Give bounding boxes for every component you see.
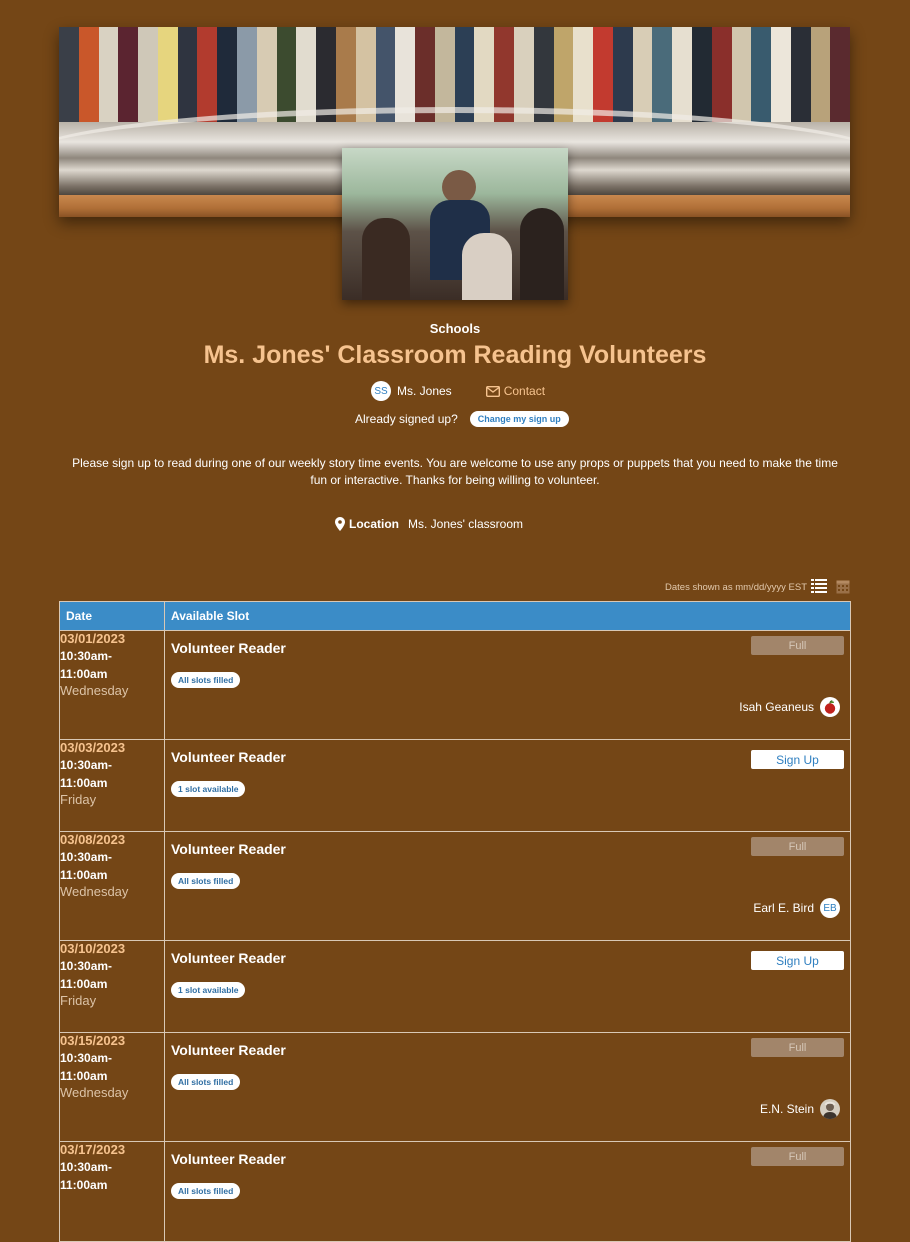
volunteer	[739, 697, 840, 717]
slot-time-end: 11:00am	[60, 776, 108, 790]
classroom-photo	[342, 148, 568, 300]
volunteer-name: Earl E. Bird	[753, 901, 814, 915]
slot-time-end: 11:00am	[60, 1178, 108, 1192]
slot-cell	[165, 1033, 851, 1142]
map-pin-icon	[335, 517, 345, 531]
slot-title: Volunteer Reader	[171, 1042, 286, 1058]
full-button[interactable]: Full	[751, 1038, 844, 1057]
slot-cell	[165, 1142, 851, 1242]
contact-label: Contact	[503, 384, 546, 398]
date-cell	[60, 1033, 165, 1142]
slot-weekday: Friday	[60, 792, 97, 807]
full-button[interactable]: Full	[751, 636, 844, 655]
slot-weekday: Friday	[60, 993, 97, 1008]
slot-availability-badge: 1 slot available	[171, 781, 245, 797]
slot-availability-badge: All slots filled	[171, 1183, 240, 1199]
volunteer	[760, 1099, 840, 1119]
slot-weekday: Wednesday	[60, 683, 129, 698]
table-row	[60, 832, 851, 941]
location-label: Location	[349, 517, 399, 531]
date-cell	[60, 1142, 165, 1242]
slot-time-start: 10:30am-	[60, 649, 113, 663]
dates-note: Dates shown as mm/dd/yyyy EST	[665, 582, 808, 593]
table-row	[60, 1033, 851, 1142]
volunteer	[753, 898, 840, 918]
change-signup-button[interactable]: Change my sign up	[470, 411, 569, 427]
owner-avatar: SS	[371, 381, 391, 401]
volunteer-name: Isah Geaneus	[739, 700, 814, 714]
slot-availability-badge: All slots filled	[171, 1074, 240, 1090]
list-view-icon[interactable]	[811, 579, 827, 594]
view-toggle	[811, 579, 850, 594]
slot-time-end: 11:00am	[60, 868, 108, 882]
slot-date: 03/15/2023	[60, 1033, 126, 1048]
slot-cell	[165, 740, 851, 832]
envelope-icon	[486, 386, 500, 397]
slot-cell	[165, 631, 851, 740]
slot-availability-badge: All slots filled	[171, 873, 240, 889]
slot-time-start: 10:30am-	[60, 1160, 113, 1174]
slot-weekday: Wednesday	[60, 1085, 129, 1100]
date-cell	[60, 631, 165, 740]
slot-time-end: 11:00am	[60, 977, 108, 991]
slot-title: Volunteer Reader	[171, 640, 286, 656]
slot-date: 03/01/2023	[60, 631, 126, 646]
table-header-row	[60, 602, 851, 631]
slot-time-end: 11:00am	[60, 1069, 108, 1083]
portrait-photo-icon	[820, 1099, 840, 1119]
slot-cell	[165, 941, 851, 1033]
location-value: Ms. Jones' classroom	[408, 517, 523, 531]
slot-title: Volunteer Reader	[171, 950, 286, 966]
already-signed-up-text: Already signed up?	[355, 412, 458, 426]
volunteer-name: E.N. Stein	[759, 1102, 814, 1116]
full-button[interactable]: Full	[751, 837, 844, 856]
slot-column-header: Available Slot	[165, 602, 851, 631]
slot-date: 03/08/2023	[60, 832, 126, 847]
sign-up-button[interactable]: Sign Up	[751, 951, 844, 970]
slot-time-start: 10:30am-	[60, 850, 113, 864]
table-row	[60, 740, 851, 832]
slot-date: 03/03/2023	[60, 740, 126, 755]
sign-up-button[interactable]: Sign Up	[751, 750, 844, 769]
volunteer-avatar: EB	[820, 898, 840, 918]
date-cell	[60, 941, 165, 1033]
slot-cell	[165, 832, 851, 941]
slot-time-start: 10:30am-	[60, 758, 113, 772]
slot-title: Volunteer Reader	[171, 841, 286, 857]
calendar-view-icon[interactable]	[836, 579, 850, 594]
page-title: Ms. Jones' Classroom Reading Volunteers	[203, 341, 707, 369]
table-row	[60, 631, 851, 740]
category-label: Schools	[429, 321, 481, 336]
slots-table	[59, 601, 851, 1242]
slot-title: Volunteer Reader	[171, 749, 286, 765]
date-cell	[60, 832, 165, 941]
table-row	[60, 1142, 851, 1242]
slot-title: Volunteer Reader	[171, 1151, 286, 1167]
slot-time-start: 10:30am-	[60, 959, 113, 973]
owner-name: Ms. Jones	[397, 384, 452, 398]
date-column-header: Date	[60, 602, 165, 631]
signup-description: Please sign up to read during one of our weekly story time events. You are welcome to use any props or puppets that you need to make the time fun or interactive. Thanks for being willing to volunteer.	[72, 456, 838, 487]
slot-weekday: Wednesday	[60, 884, 129, 899]
slot-date: 03/10/2023	[60, 941, 126, 956]
table-row	[60, 941, 851, 1033]
location-row	[335, 516, 523, 532]
already-signed-up-row	[355, 410, 569, 428]
slot-date: 03/17/2023	[60, 1142, 126, 1157]
slot-availability-badge: 1 slot available	[171, 982, 245, 998]
slot-time-start: 10:30am-	[60, 1051, 113, 1065]
slot-availability-badge: All slots filled	[171, 672, 240, 688]
apple-icon	[820, 697, 840, 717]
full-button[interactable]: Full	[751, 1147, 844, 1166]
slot-time-end: 11:00am	[60, 667, 108, 681]
date-cell	[60, 740, 165, 832]
contact-link[interactable]	[486, 384, 545, 398]
owner-row	[371, 380, 545, 402]
